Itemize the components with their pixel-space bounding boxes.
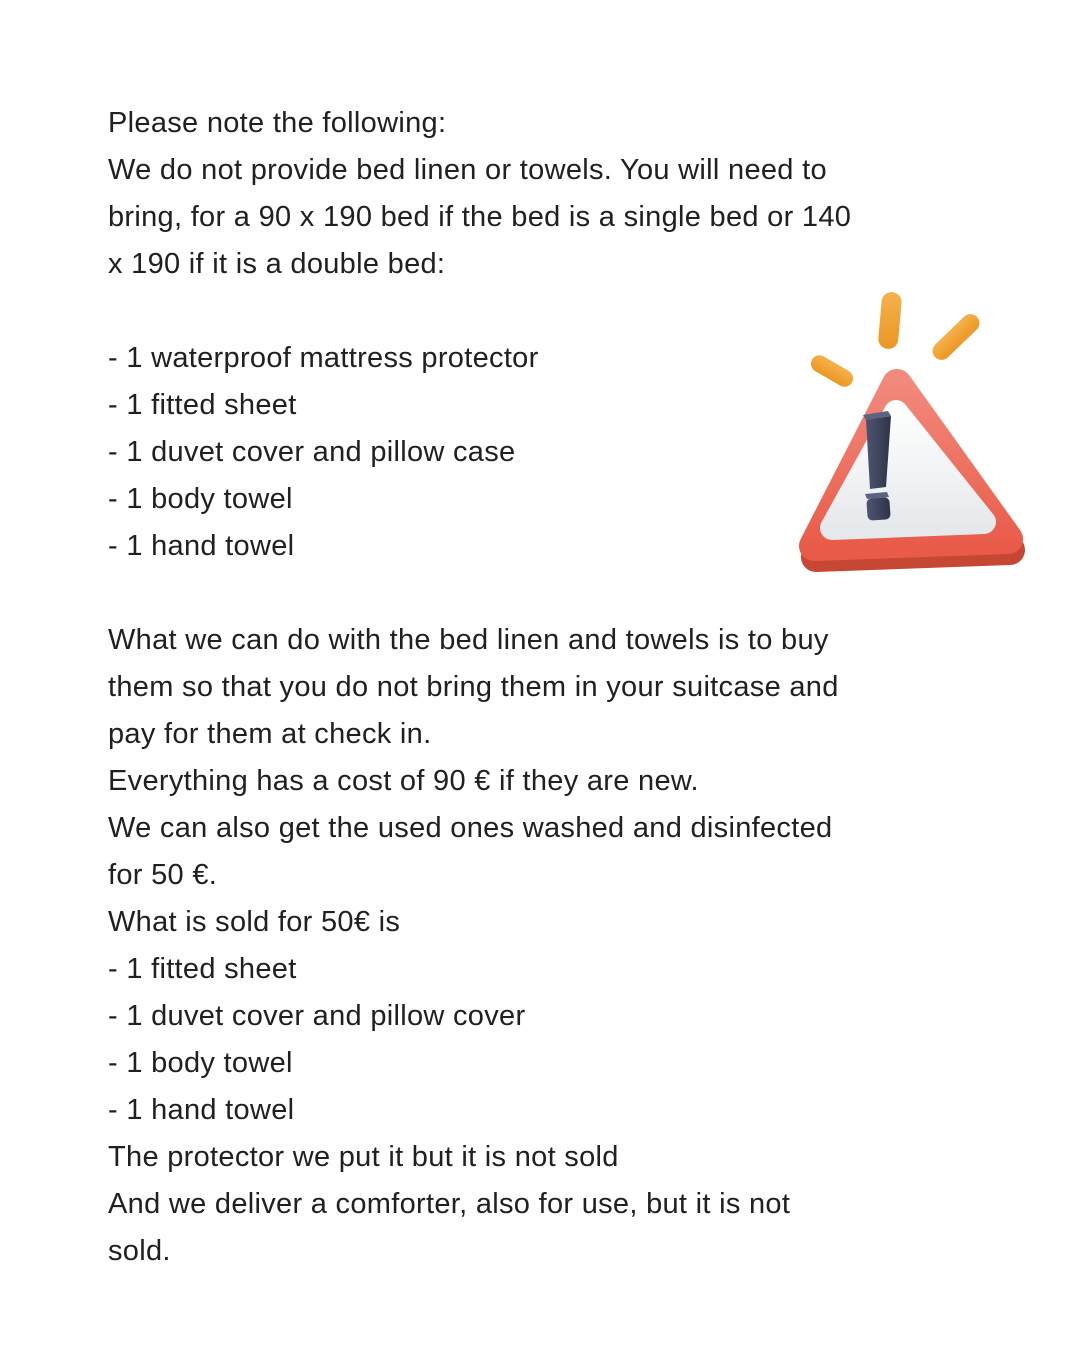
warning-icon [780,280,1080,590]
offer-line: What we can do with the bed linen and towels is to buy [108,624,829,656]
offer-line: pay for them at check in. [108,718,432,750]
required-item: - 1 hand towel [108,530,295,562]
required-item: - 1 duvet cover and pillow case [108,436,516,468]
required-item: - 1 fitted sheet [108,389,297,421]
required-item: - 1 waterproof mattress protector [108,342,539,374]
notice-text-block [108,100,1008,1275]
price-used-line: We can also get the used ones washed and disinfected [108,812,833,844]
sold-item: - 1 fitted sheet [108,953,297,985]
comforter-note-line: And we deliver a comforter, also for use, but it is not [108,1188,791,1220]
sold-heading: What is sold for 50€ is [108,906,401,938]
protector-note: The protector we put it but it is not sold [108,1141,619,1173]
intro-line: Please note the following: [108,107,447,139]
sold-item: - 1 body towel [108,1047,293,1079]
sold-item: - 1 hand towel [108,1094,295,1126]
sold-item: - 1 duvet cover and pillow cover [108,1000,526,1032]
intro-line: bring, for a 90 x 190 bed if the bed is a single bed or 140 [108,201,852,233]
intro-line: We do not provide bed linen or towels. You will need to [108,154,827,186]
warning-triangle [814,384,1010,557]
offer-line: them so that you do not bring them in your suitcase and [108,671,839,703]
price-used-line: for 50 €. [108,859,218,891]
required-item: - 1 body towel [108,483,293,515]
price-new-line: Everything has a cost of 90 € if they are new. [108,765,699,797]
comforter-note-line: sold. [108,1235,171,1267]
intro-line: x 190 if it is a double bed: [108,248,446,280]
